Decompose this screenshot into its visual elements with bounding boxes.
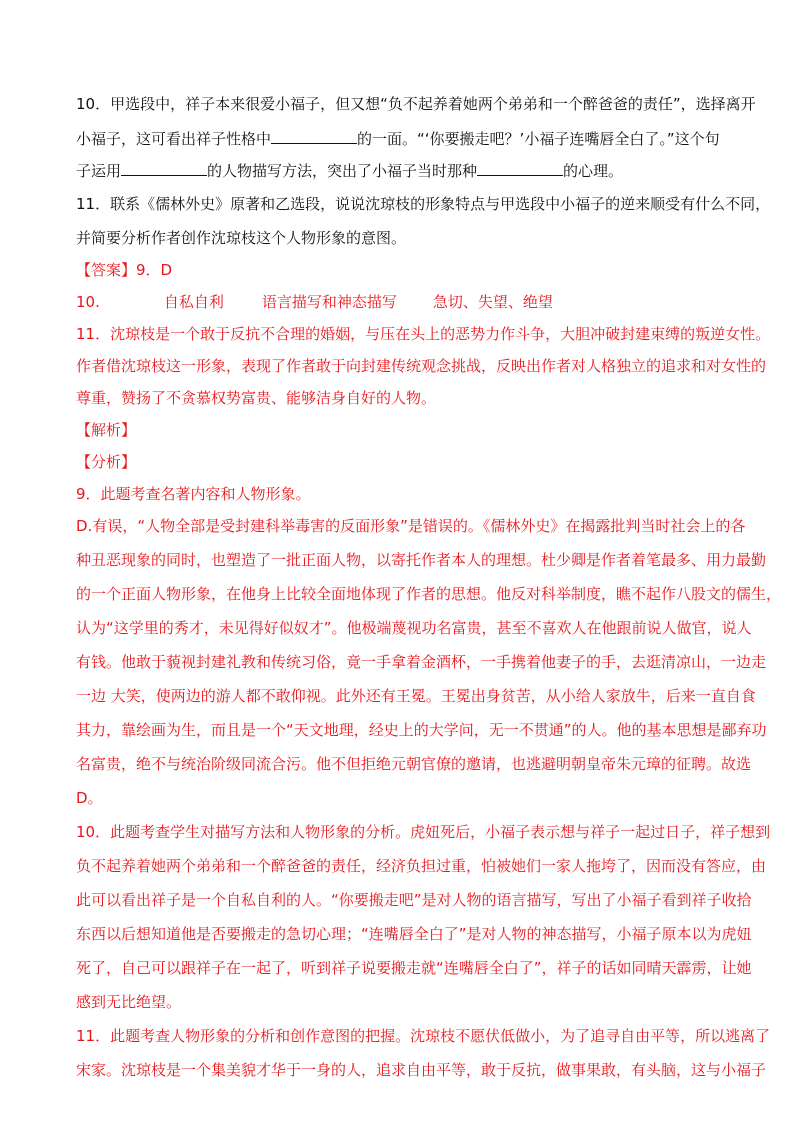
analysis-10-line: 东西以后想知道他是否要搬走的急切心理；“连嘴唇全白了”是对人物的神态描写，小福子原本以为虎妞 xyxy=(76,925,752,943)
question-11-line-1: 11．联系《儒林外史》原著和乙选段，说说沈琼枝的形象特点与甲选段中小福子的逆来顺受有什么不同， xyxy=(76,195,771,213)
analysis-9-line: D.有误，“人物全部是受封建科举毒害的反面形象”是错误的。《儒林外史》在揭露批判当时社会上的各 xyxy=(76,517,746,535)
answer-10-number: 10. xyxy=(76,293,100,311)
analysis-11-line: 11．此题考查人物形象的分析和创作意图的把握。沈琼枝不愿伏低做小，为了追寻自由平等，所以逃离了 xyxy=(76,1027,771,1045)
answer-blank-3 xyxy=(477,160,563,176)
jiexi-heading: 【解析】 xyxy=(76,421,137,439)
question-10-line-3 xyxy=(76,160,623,181)
analysis-9-line: 名富贵，绝不与统治阶级同流合污。他不但拒绝元朝官僚的邀请，也逃避明朝皇帝朱元璋的征聘。故选 xyxy=(76,755,752,773)
answer-10-blank-1: 自私自利 xyxy=(163,293,224,311)
answer-11-line-2: 作者借沈琼枝这一形象，表现了作者敢于向封建传统观念挑战，反映出作者对人格独立的追求和对女性的 xyxy=(76,357,767,375)
analysis-10-line: 10．此题考查学生对描写方法和人物形象的分析。虎妞死后，小福子表示想与祥子一起过日子，祥子想到 xyxy=(76,823,771,841)
analysis-9-line: 其力，靠绘画为生，而且是一个“天文地理，经史上的大学问，无一不贯通”的人。他的基本思想是鄙弃功 xyxy=(76,721,767,739)
answer-11-line-3: 尊重，赞扬了不贪慕权势富贵、能够洁身自好的人物。 xyxy=(76,389,437,407)
fenxi-heading: 【分析】 xyxy=(76,453,137,471)
q10-text-b: 的一面。“‘你要搬走吧？’小福子连嘴唇全白了。”这个句 xyxy=(357,130,720,148)
analysis-9-line: 一边 大笑，使两边的游人都不敢仰视。此外还有王冕。王冕出身贫苦，从小给人家放牛，后来一直自食 xyxy=(76,687,756,705)
q10-text-d: 的人物描写方法，突出了小福子当时那种 xyxy=(207,162,478,180)
q10-text-e: 的心理。 xyxy=(563,162,624,180)
analysis-10-line: 负不起养着她两个弟弟和一个醉爸爸的责任，经济负担过重，怕被她们一家人拖垮了，因而没有答应，由 xyxy=(76,857,767,875)
answer-10 xyxy=(76,292,553,312)
analysis-9-line: 的一个正面人物形象，在他身上比较全面地体现了作者的思想。他反对科举制度，瞧不起作八股文的儒生， xyxy=(76,585,782,603)
analysis-9-line: D。 xyxy=(76,789,103,807)
question-11-line-2: 并简要分析作者创作沈琼枝这个人物形象的意图。 xyxy=(76,229,407,247)
analysis-10-line: 感到无比绝望。 xyxy=(76,993,182,1011)
analysis-9-line: 9．此题考查名著内容和人物形象。 xyxy=(76,485,311,503)
answer-blank-2 xyxy=(121,160,207,176)
answer-label: 【答案】9．D xyxy=(76,261,173,279)
question-10-line-2 xyxy=(76,128,720,149)
q10-text-c: 子运用 xyxy=(76,162,122,180)
analysis-10-line: 死了，自己可以跟祥子在一起了，听到祥子说要搬走就“连嘴唇全白了”，祥子的话如同晴天霹雳，让她 xyxy=(76,959,752,977)
analysis-9-line: 有钱。他敢于藐视封建礼教和传统习俗，竟一手拿着金酒杯，一手携着他妻子的手，去逛清凉山，一边走 xyxy=(76,653,767,671)
answer-blank-1 xyxy=(271,128,357,144)
answer-10-blank-2: 语言描写和神态描写 xyxy=(261,293,397,311)
answer-11-line-1: 11．沈琼枝是一个敢于反抗不合理的婚姻，与压在头上的恶势力作斗争，大胆冲破封建束缚的叛逆女性。 xyxy=(76,325,771,343)
analysis-10-line: 此可以看出祥子是一个自私自利的人。“你要搬走吧”是对人物的语言描写，写出了小福子看到祥子收拾 xyxy=(76,891,752,909)
analysis-9-line: 认为“这学里的秀才，未见得好似奴才”。他极端蔑视功名富贵，甚至不喜欢人在他跟前说人做官，说人 xyxy=(76,619,752,637)
analysis-11-line: 宋家。沈琼枝是一个集美貌才华于一身的人，追求自由平等，敢于反抗，做事果敢，有头脑，这与小福子 xyxy=(76,1061,767,1079)
question-10-line-1: 10．甲选段中，祥子本来很爱小福子，但又想“负不起养着她两个弟弟和一个醉爸爸的责任”，选择离开 xyxy=(76,95,756,113)
answer-10-blank-3: 急切、失望、绝望 xyxy=(432,293,553,311)
q10-text-a: 小福子，这可看出祥子性格中 xyxy=(76,130,272,148)
analysis-9-line: 种丑恶现象的同时，也塑造了一批正面人物，以寄托作者本人的理想。杜少卿是作者着笔最多、用力最勤 xyxy=(76,551,767,569)
